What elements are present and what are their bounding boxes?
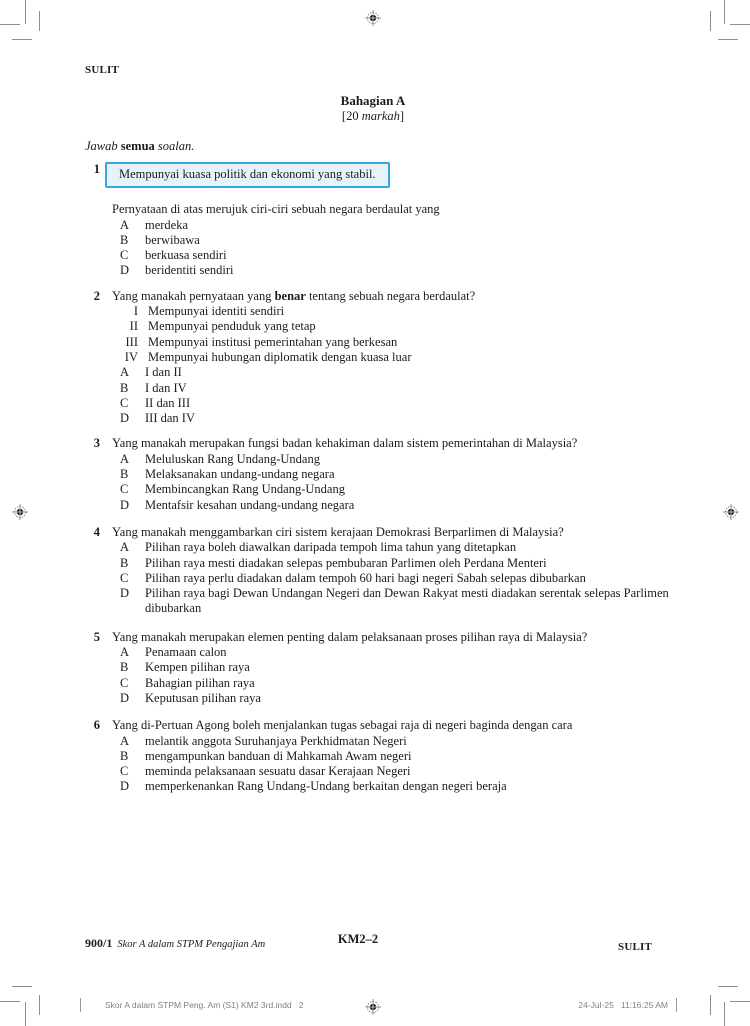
question-block — [85, 718, 703, 794]
option-label: A — [120, 451, 130, 466]
questions — [85, 162, 703, 795]
option-text: Pilihan raya boleh diawalkan daripada tempoh lima tahun yang ditetapkan — [145, 540, 517, 555]
option-row — [112, 218, 703, 233]
registration-mark-right — [723, 504, 739, 520]
marks-word: markah — [361, 109, 400, 123]
question-body — [112, 718, 703, 794]
confidential-label-bottom: SULIT — [618, 941, 653, 953]
option-row — [112, 779, 703, 794]
option-row — [112, 540, 703, 555]
option-text: Melaksanakan undang-undang negara — [145, 467, 335, 482]
option-text: Penamaan calon — [145, 645, 227, 660]
option-label: B — [120, 467, 129, 482]
option-label: B — [120, 660, 129, 675]
option-text: Bahagian pilihan raya — [145, 675, 255, 690]
option-label: D — [120, 779, 130, 794]
question-stem: Yang manakah merupakan elemen penting dalam pelaksanaan proses pilihan raya di Malaysia? — [112, 629, 588, 644]
option-label: B — [120, 232, 129, 247]
option-label: D — [120, 586, 130, 601]
option-text: meminda pelaksanaan sesuatu dasar Kerajaan Negeri — [145, 764, 411, 779]
option-label: D — [120, 411, 130, 426]
option-row — [112, 764, 703, 779]
option-text: I dan II — [145, 365, 182, 380]
option-row — [112, 396, 703, 411]
question-number: 6 — [93, 718, 100, 733]
option-label: C — [120, 395, 129, 410]
document-content — [85, 64, 703, 795]
option-row — [112, 660, 703, 675]
question-number: 4 — [93, 524, 100, 539]
option-label: B — [120, 555, 129, 570]
statement-label: IV — [124, 349, 138, 364]
slug-timestamp: 24-Jul-25 11:16:25 AM — [578, 1000, 668, 1010]
statement-text: Mempunyai hubungan diplomatik dengan kuasa luar — [148, 349, 412, 364]
option-text: Pilihan raya bagi Dewan Undangan Negeri dan Dewan Rakyat mesti diadakan serentak selepas Parlimen dibubarkan — [145, 586, 669, 616]
option-row — [112, 498, 703, 513]
option-row — [112, 263, 703, 278]
option-text: Pilihan raya perlu diadakan dalam tempoh 60 hari bagi negeri Sabah selepas dibubarkan — [145, 570, 586, 585]
question-body — [112, 630, 703, 706]
option-text: III dan IV — [145, 411, 195, 426]
option-row — [112, 749, 703, 764]
statement-text: Mempunyai identiti sendiri — [148, 304, 285, 319]
question-block — [85, 630, 703, 706]
page-reference: KM2–2 — [337, 932, 379, 946]
question-number: 2 — [93, 288, 100, 303]
option-label: A — [120, 365, 130, 380]
statement-row — [112, 350, 703, 365]
option-text: II dan III — [145, 395, 191, 410]
option-row — [112, 571, 703, 586]
option-text: Membincangkan Rang Undang-Undang — [145, 482, 345, 497]
section-title: Bahagian A — [340, 93, 406, 108]
statement-label: II — [129, 319, 138, 334]
option-row — [112, 411, 703, 426]
question-block — [85, 525, 703, 617]
option-text: Keputusan pilihan raya — [145, 690, 261, 705]
option-label: C — [120, 675, 129, 690]
confidential-label-top: SULIT — [85, 64, 120, 76]
question-number: 5 — [93, 629, 100, 644]
option-row — [112, 233, 703, 248]
option-label: C — [120, 248, 129, 263]
option-text: merdeka — [145, 217, 189, 232]
option-label: A — [120, 217, 130, 232]
statement-label: III — [125, 334, 138, 349]
question-stem: Yang manakah menggambarkan ciri sistem kerajaan Demokrasi Berparlimen di Malaysia? — [112, 524, 564, 539]
question-block — [85, 436, 703, 512]
option-row — [112, 645, 703, 660]
option-row — [112, 556, 703, 571]
marks-close: ] — [399, 109, 405, 123]
option-label: C — [120, 570, 129, 585]
question-block — [85, 162, 703, 279]
section-marks — [85, 109, 661, 124]
statement-text: Mempunyai institusi pemerintahan yang berkesan — [148, 334, 398, 349]
option-text: mengampunkan banduan di Mahkamah Awam negeri — [145, 748, 412, 763]
question-number: 3 — [93, 436, 100, 451]
option-row — [112, 676, 703, 691]
question-stem: Yang di-Pertuan Agong boleh menjalankan tugas sebagai raja di negeri baginda dengan cara — [112, 718, 573, 733]
question-body — [112, 289, 703, 427]
question-stem: Yang manakah pernyataan yang benar tentang sebuah negara berdaulat? — [112, 288, 476, 303]
option-label: D — [120, 690, 130, 705]
slug-file-info: Skor A dalam STPM Peng. Am (S1) KM2 3rd.indd 2 — [105, 1000, 304, 1010]
question-stem: Yang manakah merupakan fungsi badan kehakiman dalam sistem pemerintahan di Malaysia? — [112, 436, 578, 451]
option-text: berkuasa sendiri — [145, 248, 227, 263]
option-row — [112, 248, 703, 263]
registration-mark-top — [365, 10, 381, 26]
option-row — [112, 734, 703, 749]
option-text: Kempen pilihan raya — [145, 660, 250, 675]
statement-label: I — [133, 304, 138, 319]
option-label: C — [120, 764, 129, 779]
option-label: D — [120, 497, 130, 512]
marks-open: [20 — [341, 109, 362, 123]
question-block — [85, 289, 703, 427]
option-row — [112, 586, 703, 617]
option-row — [112, 365, 703, 380]
option-text: melantik anggota Suruhanjaya Perkhidmatan Negeri — [145, 733, 407, 748]
slug-divider-left — [80, 998, 81, 1012]
statement-row — [112, 304, 703, 319]
option-row — [112, 467, 703, 482]
option-label: D — [120, 263, 130, 278]
statement-text: Mempunyai penduduk yang tetap — [148, 319, 316, 334]
question-number: 1 — [93, 162, 100, 176]
question-body — [112, 525, 703, 617]
option-text: Meluluskan Rang Undang-Undang — [145, 451, 320, 466]
option-text: Pilihan raya mesti diadakan selepas pembubaran Parlimen oleh Perdana Menteri — [145, 555, 547, 570]
question-body — [112, 436, 703, 512]
option-text: beridentiti sendiri — [145, 263, 234, 278]
question-stem: Pernyataan di atas merujuk ciri-ciri sebuah negara berdaulat yang — [112, 202, 440, 217]
option-text: berwibawa — [145, 232, 200, 247]
option-label: A — [120, 540, 130, 555]
option-row — [112, 452, 703, 467]
option-label: B — [120, 380, 129, 395]
paper-title: Skor A dalam STPM Pengajian Am — [117, 939, 266, 950]
option-row — [112, 482, 703, 497]
option-label: B — [120, 748, 129, 763]
option-label: C — [120, 482, 129, 497]
option-text: I dan IV — [145, 380, 187, 395]
option-label: A — [120, 645, 130, 660]
statement-box: Mempunyai kuasa politik dan ekonomi yang stabil. — [105, 162, 390, 188]
option-label: A — [120, 733, 130, 748]
registration-mark-bottom — [365, 999, 381, 1015]
question-body — [112, 162, 703, 279]
statement-row — [112, 319, 703, 334]
option-text: Mentafsir kesahan undang-undang negara — [145, 497, 355, 512]
answer-instruction: Jawab semua soalan. — [85, 139, 195, 153]
registration-mark-left — [12, 504, 28, 520]
statement-row — [112, 335, 703, 350]
option-text: memperkenankan Rang Undang-Undang berkaitan dengan negeri beraja — [145, 779, 507, 794]
option-row — [112, 381, 703, 396]
paper-code: 900/1 — [85, 936, 113, 950]
slug-divider-right — [676, 998, 677, 1012]
option-row — [112, 691, 703, 706]
